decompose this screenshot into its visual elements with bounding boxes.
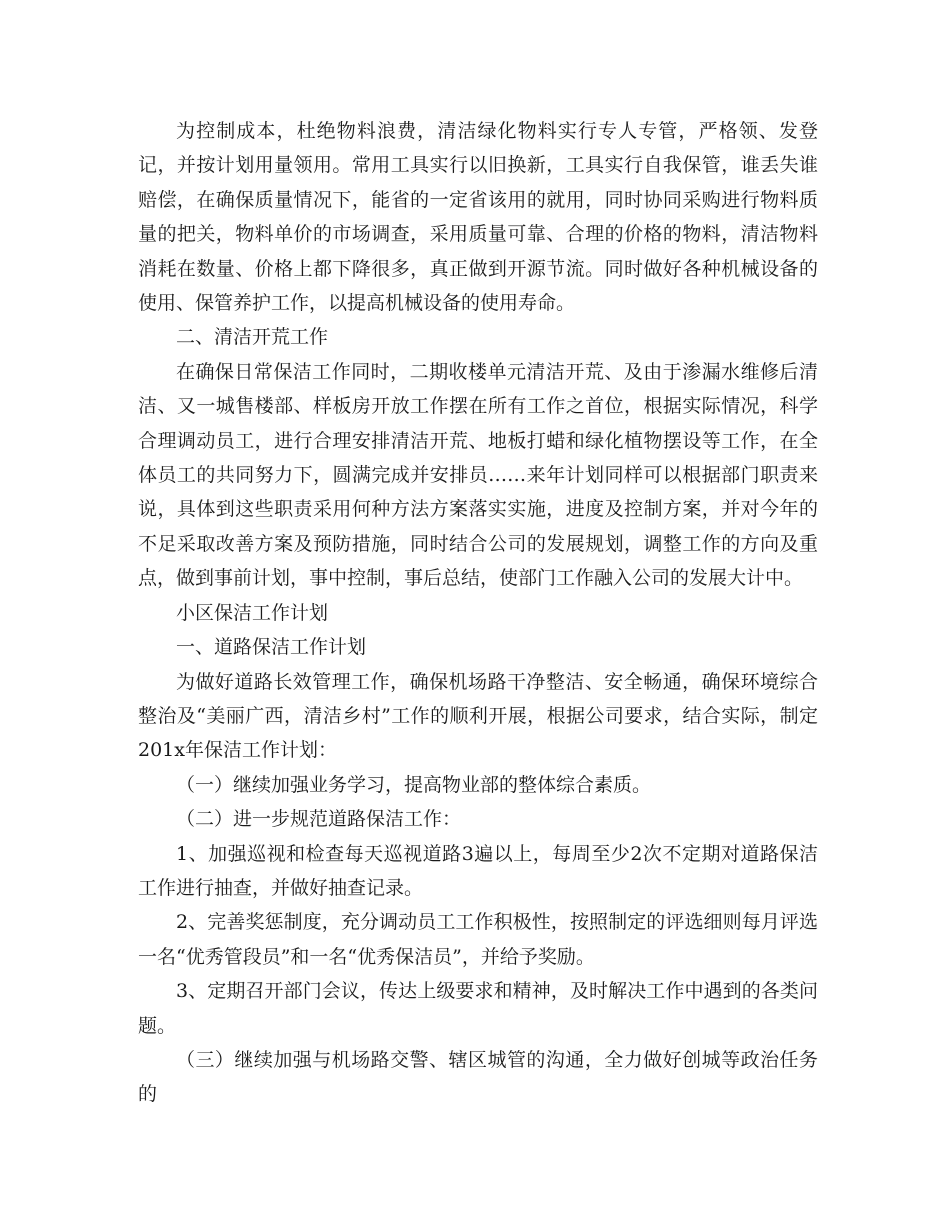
list-item-business-study: （一）继续加强业务学习，提高物业部的整体综合素质。 xyxy=(176,773,652,796)
list-item-inspection: 1、加强巡视和检查每天巡视道路3遍以上，每周至少2次不定期对道路保洁工作进行抽查，并做好抽查记录。 xyxy=(138,842,818,899)
heading-road-cleaning-plan: 一、道路保洁工作计划 xyxy=(176,636,367,659)
list-item-standardize-road-cleaning: （二）进一步规范道路保洁工作： xyxy=(176,808,462,831)
list-item-reward-system: 2、完善奖惩制度，充分调动员工工作积极性，按照制定的评选细则每月评选一名“优秀管段员”和一名“优秀保洁员”，并给予奖励。 xyxy=(138,911,818,968)
list-item-department-meetings: 3、定期召开部门会议，传达上级要求和精神，及时解决工作中遇到的各类问题。 xyxy=(138,980,818,1037)
heading-cleaning-reclamation: 二、清洁开荒工作 xyxy=(176,326,329,349)
paragraph-road-cleaning-intro: 为做好道路长效管理工作，确保机场路干净整洁、安全畅通，确保环境综合整治及“美丽广西，清洁乡村”工作的顺利开展，根据公司要求，结合实际，制定201x年保洁工作计划： xyxy=(138,670,818,762)
list-item-communication: （三）继续加强与机场路交警、辖区城管的沟通，全力做好创城等政治任务的 xyxy=(138,1048,818,1106)
heading-community-cleaning-plan: 小区保洁工作计划 xyxy=(176,601,329,624)
paragraph-cleaning-reclamation: 在确保日常保洁工作同时，二期收楼单元清洁开荒、及由于渗漏水维修后清洁、又一城售楼部、样板房开放工作摆在所有工作之首位，根据实际情况，科学合理调动员工，进行合理安排清洁开荒、地板打蜡和绿化植物摆设等工作，在全体员工的共同努力下，圆满完成并安排员……来年计划同样可以根据部门职责来说，具体到这些职责采用何种方法方案落实实施，进度及控制方案，并对今年的不足采取改善方案及预防措施，同时结合公司的发展规划，调整工作的方向及重点，做到事前计划，事中控制，事后总结，使部门工作融入公司的发展大计中。 xyxy=(138,360,818,590)
paragraph-material-management: 为控制成本，杜绝物料浪费，清洁绿化物料实行专人专管，严格领、发登记，并按计划用量领用。常用工具实行以旧换新，工具实行自我保管，谁丢失谁赔偿，在确保质量情况下，能省的一定省该用的就用，同时协同采购进行物料质量的把关，物料单价的市场调查，采用质量可靠、合理的价格的物料，清洁物料消耗在数量、价格上都下降很多，真正做到开源节流。同时做好各种机械设备的使用、保管养护工作，以提高机械设备的使用寿命。 xyxy=(138,120,818,315)
document-body xyxy=(138,114,818,1112)
